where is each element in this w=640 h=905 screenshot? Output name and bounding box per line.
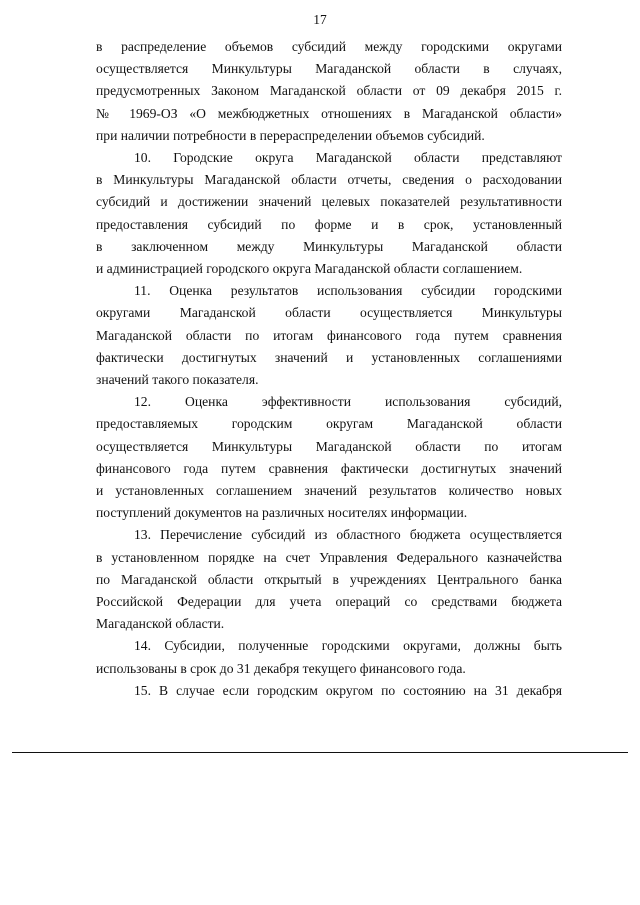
- text-line: № 1969-ОЗ «О межбюджетных отношениях в Магаданской области»: [96, 105, 562, 121]
- text-line: в установленном порядке на счет Управления Федерального казначейства: [96, 549, 562, 565]
- text-line: 14. Субсидии, полученные городскими округами, должны быть: [134, 638, 562, 654]
- text-line: 10. Городские округа Магаданской области представляют: [134, 150, 562, 166]
- paragraph-15: [96, 680, 562, 702]
- text-line: 11. Оценка результатов использования субсидии городскими: [134, 283, 562, 299]
- paragraph-12: [96, 391, 562, 524]
- paragraph-14: [96, 635, 562, 679]
- text-line: 13. Перечисление субсидий из областного бюджета осуществляется: [134, 527, 562, 543]
- text-line: поступлений документов на различных носителях информации.: [96, 505, 468, 521]
- text-line: округами Магаданской области осуществляется Минкультуры: [96, 305, 562, 321]
- text-line: Магаданской области по итогам финансового года путем сравнения: [96, 327, 562, 343]
- text-line: субсидий и достижении значений целевых показателей результативности: [96, 194, 562, 210]
- text-line: Российской Федерации для учета операций со средствами бюджета: [96, 594, 562, 610]
- text-line: в распределение объемов субсидий между городскими округами: [96, 39, 562, 54]
- page-number: 17: [313, 12, 327, 27]
- text-line: 15. В случае если городским округом по состоянию на 31 декабря: [134, 682, 562, 698]
- paragraph-10: [96, 147, 562, 280]
- text-line: и установленных соглашением значений результатов количество новых: [96, 483, 562, 499]
- text-line: предоставления субсидий по форме и в срок, установленный: [96, 216, 562, 232]
- text-line: в заключенном между Минкультуры Магаданской области: [96, 238, 562, 254]
- text-line: финансового года путем сравнения фактически достигнутых значений: [96, 460, 562, 476]
- text-line: осуществляется Минкультуры Магаданской области в случаях,: [96, 61, 562, 77]
- bottom-rule: [12, 752, 628, 753]
- text-line: использованы в срок до 31 декабря текущего финансового года.: [96, 660, 466, 676]
- text-line: Магаданской области.: [96, 616, 225, 632]
- text-line: при наличии потребности в перераспределении объемов субсидий.: [96, 127, 485, 143]
- document-body: [96, 36, 562, 702]
- text-line: осуществляется Минкультуры Магаданской области по итогам: [96, 438, 562, 454]
- text-line: фактически достигнутых значений и установленных соглашениями: [96, 349, 562, 365]
- paragraph-13: [96, 524, 562, 635]
- text-line: в Минкультуры Магаданской области отчеты, сведения о расходовании: [96, 172, 562, 188]
- text-line: предоставляемых городским округам Магаданской области: [96, 416, 562, 432]
- paragraph-11: [96, 280, 562, 391]
- text-line: по Магаданской области открытый в учреждениях Центрального банка: [96, 571, 562, 587]
- text-line: 12. Оценка эффективности использования субсидий,: [134, 394, 562, 410]
- text-line: и администрацией городского округа Магаданской области соглашением.: [96, 261, 523, 277]
- paragraph-continuation: [96, 36, 562, 147]
- text-line: предусмотренных Законом Магаданской области от 09 декабря 2015 г.: [96, 83, 562, 99]
- text-line: значений такого показателя.: [96, 372, 259, 388]
